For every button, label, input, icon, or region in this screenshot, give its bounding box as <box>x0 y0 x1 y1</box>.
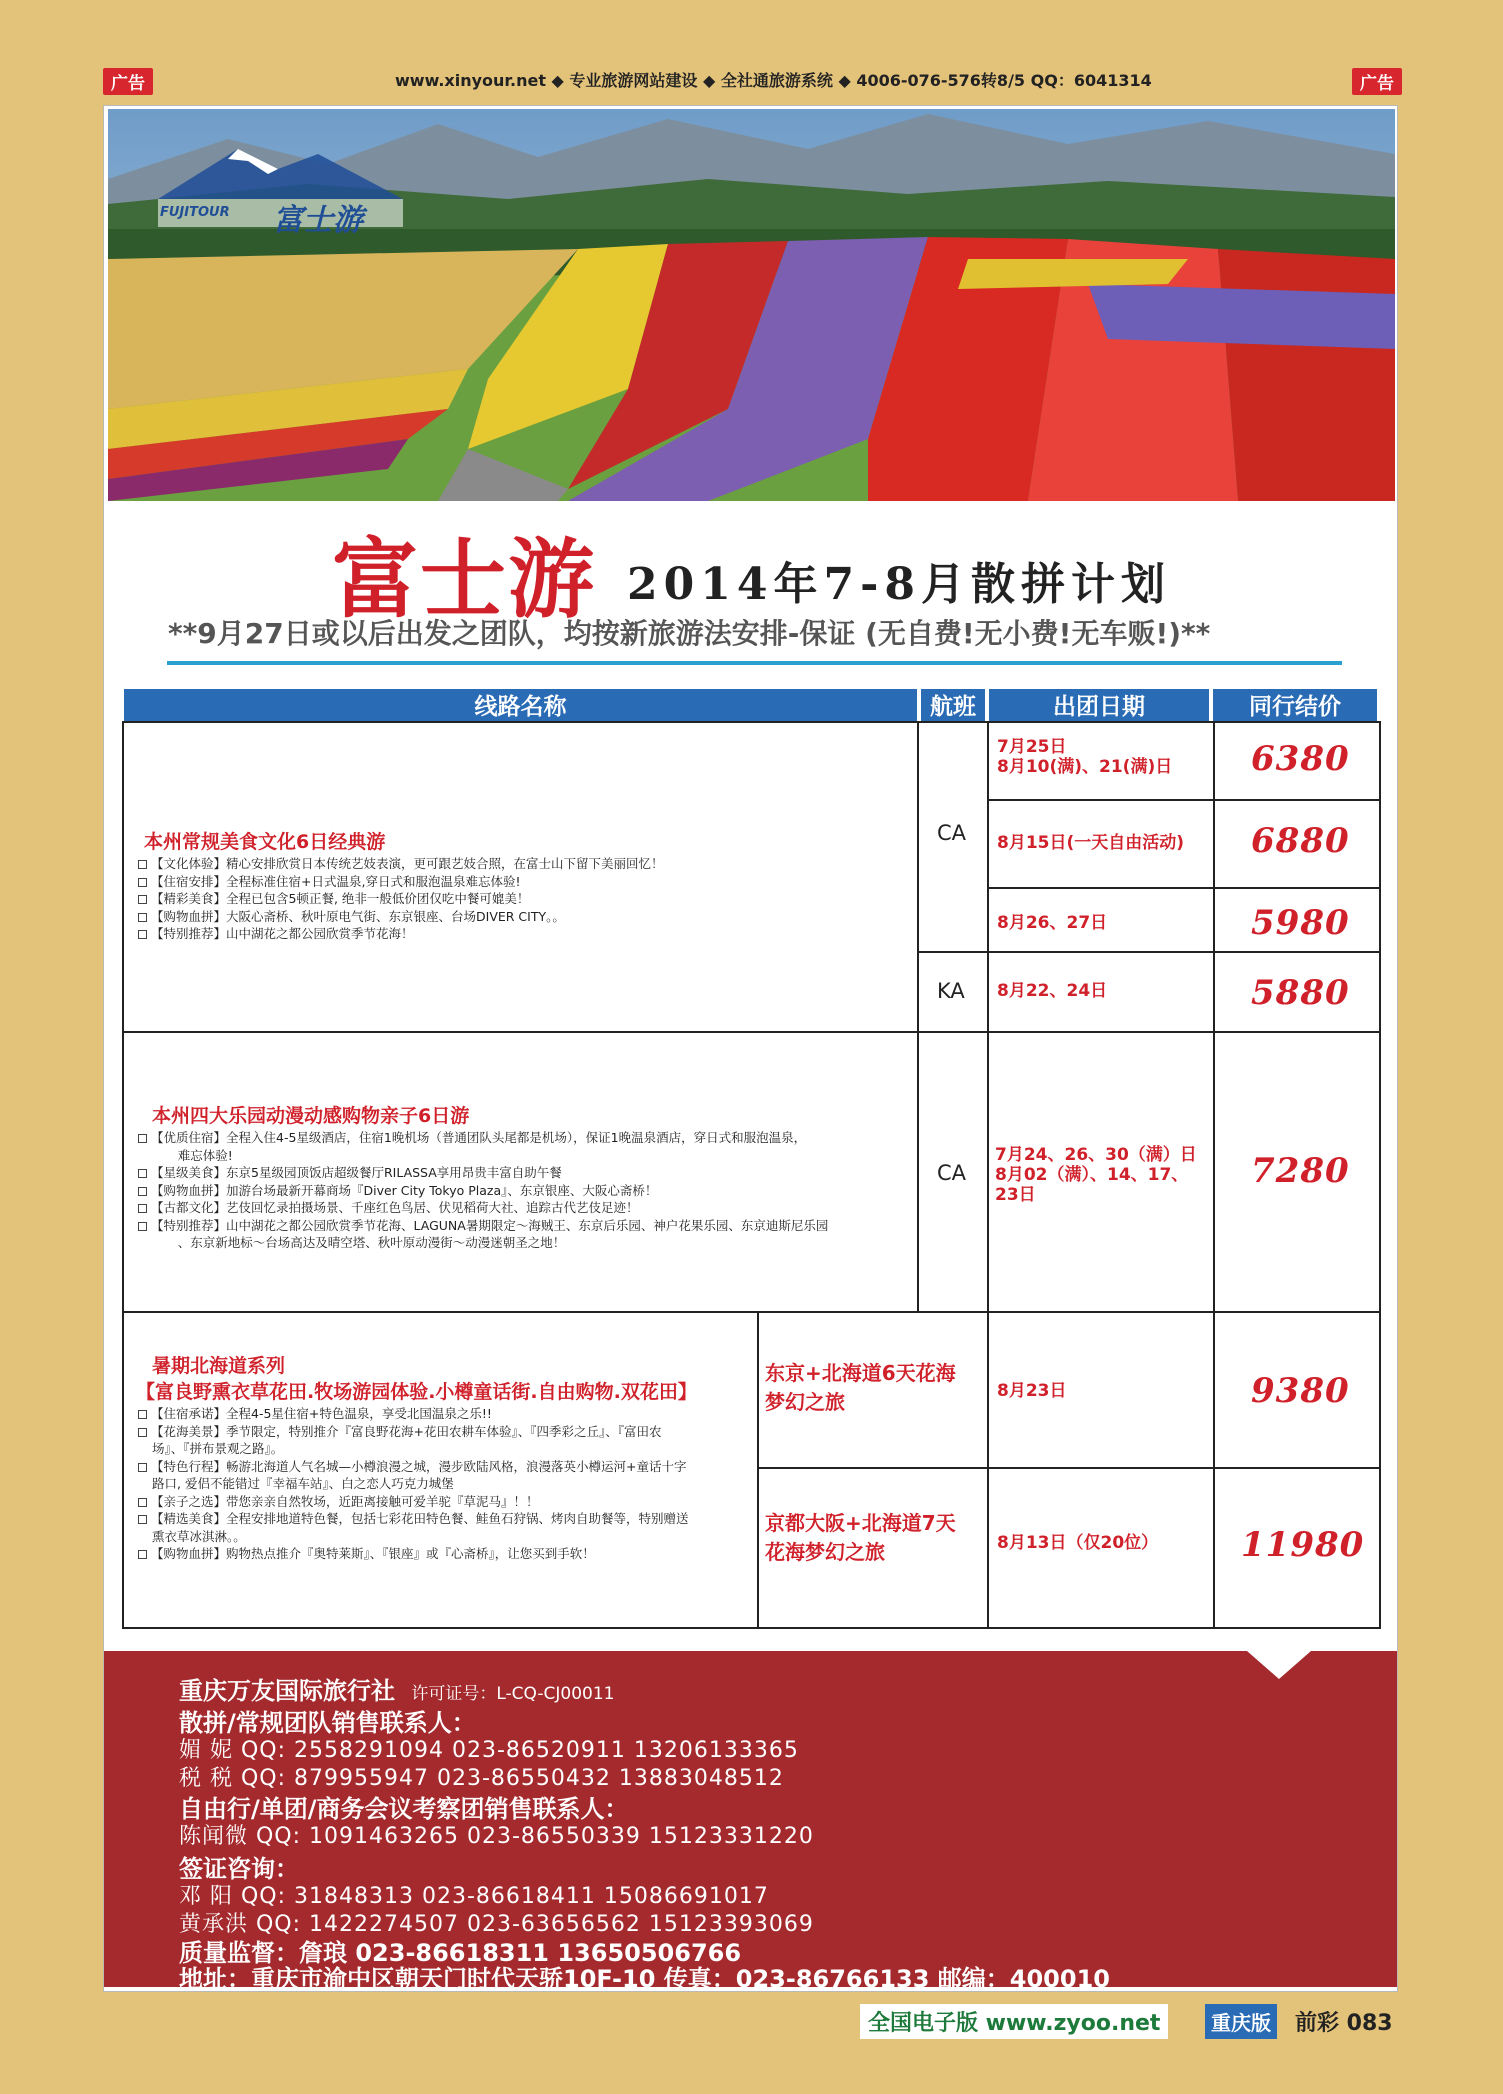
top-bar <box>0 64 1503 96</box>
divider-rule <box>167 661 1342 665</box>
list-item: 【优质住宿】全程入住4-5星级酒店，住宿1晚机场（普通团队头尾都是机场），保证1晚温泉酒店，穿日式和服泡温泉， <box>138 1129 828 1147</box>
contact-line: 邓 阳 QQ: 31848313 023-86618411 15086691017 <box>179 1884 769 1909</box>
date-cell <box>987 887 1215 953</box>
date-text: 7月24、26、30（满）日 8月02（满）、14、17、 23日 <box>995 1145 1197 1205</box>
price-text: 11980 <box>1241 1525 1365 1565</box>
ad-badge-right: 广告 <box>1352 68 1402 95</box>
list-item: 【精选美食】全程安排地道特色餐，包括七彩花田特色餐、鲑鱼石狩锅、烤肉自助餐等，特别赠送 <box>138 1510 689 1528</box>
th-price: 同行结价 <box>1213 689 1377 725</box>
ad-page <box>103 105 1398 1992</box>
route1-cell <box>122 721 919 1033</box>
contact-line: 税 税 QQ: 879955947 023-86550432 13883048512 <box>179 1766 784 1791</box>
date-cell <box>987 721 1215 801</box>
ad-badge-left: 广告 <box>103 68 153 95</box>
top-info-line: www.xinyour.net ◆ 专业旅游网站建设 ◆ 全社通旅游系统 ◆ 4006-076-576转8/5 QQ：6041314 <box>395 71 1152 90</box>
price-cell <box>1213 887 1381 953</box>
date-cell <box>987 1311 1215 1469</box>
logo-text: 富士游 <box>273 203 363 238</box>
list-item: 【精彩美食】全程已包含5顿正餐, 绝非一般低价团仅吃中餐可媲美！ <box>138 890 664 908</box>
list-item: 【购物血拼】大阪心斋桥、秋叶原电气街、东京银座、台场DIVER CITY。。 <box>138 908 664 926</box>
table-header <box>124 689 1377 725</box>
list-item: 【住宿承诺】全程4-5星住宿+特色温泉，享受北国温泉之乐!! <box>138 1405 689 1423</box>
list-item: 、东京新地标～台场高达及晴空塔、秋叶原动漫街～动漫迷朝圣之地！ <box>138 1235 566 1250</box>
list-item: 【文化体验】精心安排欣赏日本传统艺妓表演，更可跟艺妓合照，在富士山下留下美丽回忆！ <box>138 855 664 873</box>
route3-bullets <box>138 1405 689 1563</box>
title-area <box>104 506 1398 676</box>
list-item: 【古都文化】艺伎回忆录拍摄场景、千座红色鸟居、伏见稻荷大社、追踪古代艺伎足迹！ <box>138 1199 828 1217</box>
price-text: 5980 <box>1251 903 1350 943</box>
section-group-sales: 散拼/常规团队销售联系人： <box>179 1709 476 1737</box>
date-text: 8月22、24日 <box>997 981 1108 1001</box>
sub-route-cell <box>757 1467 989 1629</box>
logo-sub-text: FUJITOUR <box>160 205 230 220</box>
th-date: 出团日期 <box>989 689 1209 725</box>
date-cell <box>987 799 1215 889</box>
quality-supervision: 质量监督：詹琅 023-86618311 13650506766 <box>179 1939 742 1967</box>
date-text: 8月26、27日 <box>997 913 1108 933</box>
date-cell <box>987 1031 1215 1313</box>
date-text: 7月25日 8月10(满)、21(满)日 <box>997 737 1173 777</box>
list-item: 【特色行程】畅游北海道人气名城—小樽浪漫之城，漫步欧陆风格，浪漫落英小樽运河+童话十字 <box>138 1458 689 1476</box>
section-visa: 签证咨询： <box>179 1855 299 1883</box>
contact-line: 陈闻微 QQ: 1091463265 023-86550339 15123331220 <box>179 1824 814 1849</box>
sub-route-name: 京都大阪+北海道7天 花海梦幻之旅 <box>765 1511 956 1564</box>
route1-flight-cell <box>917 721 989 953</box>
list-item: 路口, 爱侣不能错过『幸福车站』、白之恋人巧克力城堡 <box>152 1476 454 1491</box>
list-item: 【星级美食】东京5星级园顶饭店超级餐厅RILASSA享用昂贵丰富自助午餐 <box>138 1164 828 1182</box>
address-line: 地址：重庆市渝中区朝天门时代天骄10F-10 传真：023-86766133 邮编：400010 <box>179 1965 1110 1992</box>
legal-notice: **9月27日或以后出发之团队，均按新旅游法安排-保证 (无自费!无小费!无车贩!)** <box>168 617 1211 650</box>
th-flight: 航班 <box>921 689 985 725</box>
page-number: 前彩 083 <box>1295 2011 1393 2036</box>
price-cell <box>1213 799 1381 889</box>
route2-cell <box>122 1031 919 1313</box>
edition-badge: 重庆版 <box>1205 2004 1277 2039</box>
date-cell <box>987 951 1215 1033</box>
route1-flight-cell-ka <box>917 951 989 1033</box>
agency-name: 重庆万友国际旅行社 许可证号：L-CQ-CJ00011 <box>179 1677 615 1705</box>
list-item: 【购物血拼】购物热点推介『奥特莱斯』、『银座』或『心斋桥』，让您买到手软！ <box>138 1545 689 1563</box>
hero-image <box>108 109 1395 501</box>
date-cell <box>987 1467 1215 1629</box>
price-cell <box>1213 951 1381 1033</box>
date-text: 8月15日(一天自由活动) <box>997 833 1185 853</box>
list-item: 场』、『拼布景观之路』。 <box>152 1441 284 1456</box>
brand-logo <box>148 129 413 249</box>
brand-title: 富士游 <box>332 529 596 630</box>
price-text: 6880 <box>1251 821 1350 861</box>
flight-code: CA <box>937 1161 967 1185</box>
route2-title: 本州四大乐园动漫动感购物亲子6日游 <box>152 1105 470 1127</box>
sub-route-name: 东京+北海道6天花海 梦幻之旅 <box>765 1361 956 1414</box>
price-cell <box>1213 721 1381 801</box>
flight-code: CA <box>937 821 967 845</box>
route3-cell <box>122 1311 759 1629</box>
list-item: 【住宿安排】全程标准住宿+日式温泉,穿日式和服泡温泉难忘体验! <box>138 873 664 891</box>
itinerary-table <box>122 721 1381 1629</box>
price-cell <box>1213 1467 1381 1629</box>
price-cell <box>1213 1031 1381 1313</box>
route1-bullets <box>138 855 664 943</box>
route1-title: 本州常规美食文化6日经典游 <box>144 831 386 853</box>
date-text: 8月13日（仅20位） <box>997 1533 1159 1553</box>
price-text: 6380 <box>1251 739 1350 779</box>
contact-line: 黄承洪 QQ: 1422274507 023-63656562 15123393069 <box>179 1912 814 1937</box>
section-fit-sales: 自由行/单团/商务会议考察团销售联系人： <box>179 1795 629 1823</box>
th-route: 线路名称 <box>124 689 917 725</box>
sub-route-cell <box>757 1311 989 1469</box>
price-text: 9380 <box>1251 1371 1350 1411</box>
list-item: 【特别推荐】山中湖花之都公园欣赏季节花海、LAGUNA暑期限定～海贼王、东京后乐园、神户花果乐园、东京迪斯尼乐园 <box>138 1217 828 1235</box>
date-text: 8月23日 <box>997 1381 1067 1401</box>
list-item: 【亲子之选】带您亲亲自然牧场，近距离接触可爱羊驼『草泥马』！！ <box>138 1493 689 1511</box>
route2-bullets <box>138 1129 828 1252</box>
route2-flight-cell <box>917 1031 989 1313</box>
route3-title: 暑期北海道系列 <box>152 1355 286 1377</box>
price-text: 5880 <box>1251 973 1350 1013</box>
contact-footer <box>104 1651 1398 1992</box>
list-item: 【花海美景】季节限定，特别推介『富良野花海+花田农耕车体验』、『四季彩之丘』、『富田农 <box>138 1423 689 1441</box>
footer-notch <box>1247 1651 1311 1679</box>
contact-line: 媚 妮 QQ: 2558291094 023-86520911 13206133365 <box>179 1738 799 1763</box>
price-cell <box>1213 1311 1381 1469</box>
list-item: 难忘体验! <box>138 1147 233 1163</box>
edition-site: 全国电子版 www.zyoo.net <box>860 2004 1168 2039</box>
list-item: 熏衣草冰淇淋。。 <box>152 1528 246 1544</box>
flight-code: KA <box>937 979 965 1003</box>
list-item: 【购物血拼】加游台场最新开幕商场『Diver City Tokyo Plaza』、东京银座、大阪心斋桥！ <box>138 1182 828 1200</box>
list-item: 【特别推荐】山中湖花之都公园欣赏季节花海！ <box>138 925 664 943</box>
license-number: 许可证号：L-CQ-CJ00011 <box>411 1684 615 1704</box>
price-text: 7280 <box>1251 1151 1350 1191</box>
route3-subtitle: 【富良野熏衣草花田.牧场游园体验.小樽童话街.自由购物.双花田】 <box>136 1381 697 1403</box>
plan-title: 2014年7-8月散拼计划 <box>627 559 1171 610</box>
